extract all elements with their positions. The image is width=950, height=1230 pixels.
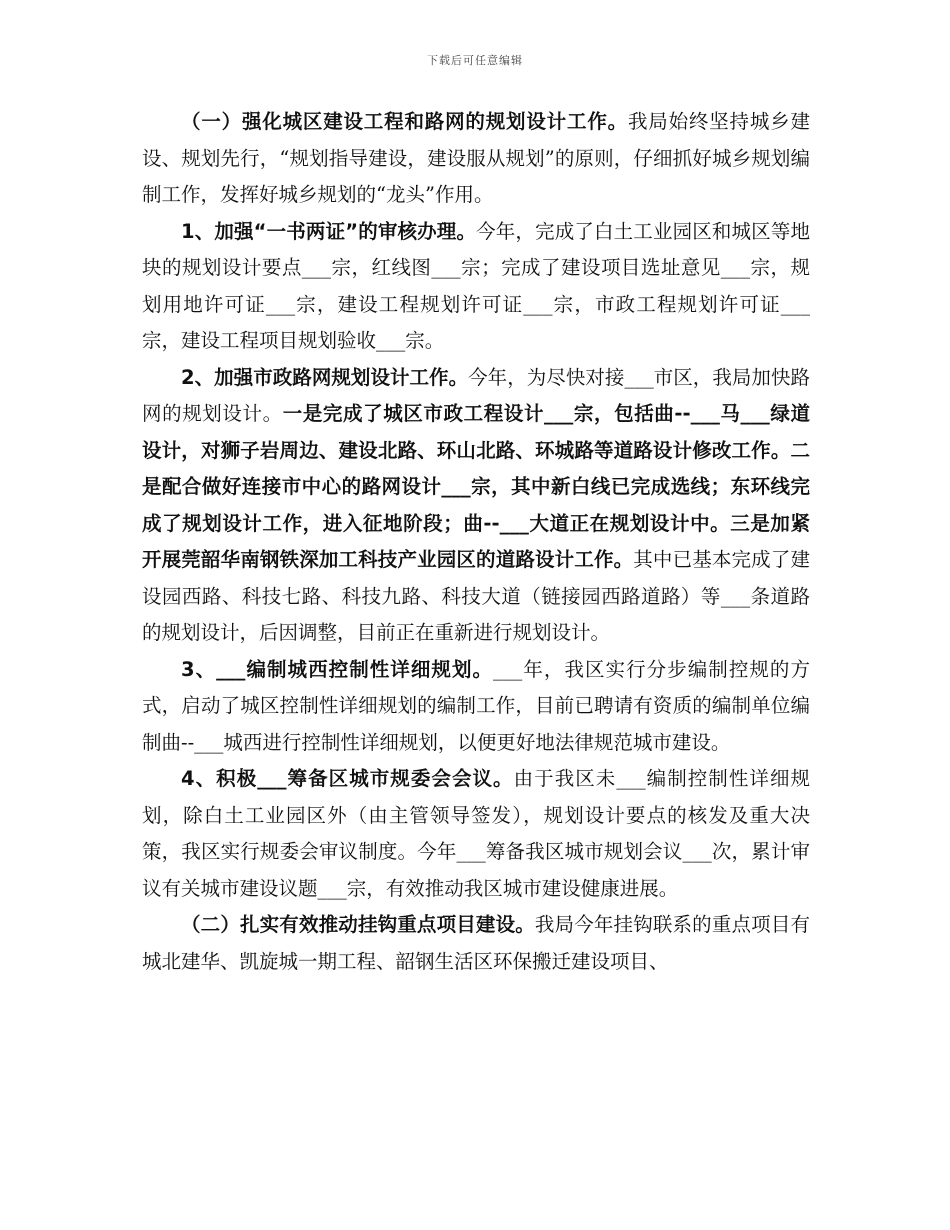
paragraph-section-2: [142, 907, 810, 980]
paragraph-heading: 3、___编制城西控制性详细规划。: [181, 657, 494, 681]
paragraph-text: ___年，我区实行分步编制控规的方式，启动了城区控制性详细规划的编制工作，目前已聘请有资质的编制单位编制曲--___城西进行控制性详细规划，以便更好地法律规范城市建设。: [142, 657, 810, 754]
paragraph-heading: 2、加强市政路网规划设计工作。: [181, 365, 469, 389]
paragraph-text: 我局始终坚持城乡建设、规划先行，“规划指导建设，建设服从规划”的原则，仔细抓好城乡规划编制工作，发挥好城乡规划的“龙头”作用。: [142, 110, 810, 206]
paragraph-heading: 1、加强“一书两证”的审核办理。: [181, 219, 477, 243]
paragraph-heading: （一）强化城区建设工程和路网的规划设计工作。: [181, 110, 628, 133]
paragraph-text: 其中已基本完成了建设园西路、科技七路、科技九路、科技大道（链接园西路道路）等___条道路的规划设计，后因调整，目前正在重新进行规划设计。: [142, 548, 810, 644]
paragraph-text: 由于我区未___编制控制性详细规划，除白土工业园区外（由主管领导签发），规划设计要点的核发及重大决策，我区实行规委会审议制度。今年___筹备我区城市规划会议___次，累计审议有关城市建设议题___宗，有效推动我区城市建设健康进展。: [142, 767, 810, 900]
paragraph-text: 今年，为尽快对接___市区，我局加快路网的规划设计。: [142, 365, 810, 425]
document-body: [142, 104, 810, 980]
paragraph-text: 我局今年挂钩联系的重点项目有城北建华、凯旋城一期工程、韶钢生活区环保搬迁建设项目、: [142, 913, 810, 973]
paragraph-bold-text: 一是完成了城区市政工程设计___宗，包括曲--___马___绿道设计，对狮子岩周边、建设北路、环山北路、环城路等道路设计修改工作。二是配合做好连接市中心的路网设计___宗，其中新白线已完成选线；东环线完成了规划设计工作，进入征地阶段；曲--___大道正在规划设计中。三是加紧开展莞韶华南钢铁深加工科技产业园区的道路设计工作。: [142, 402, 810, 571]
paragraph-item-1: [142, 214, 810, 360]
paragraph-text: 今年，完成了白土工业园区和城区等地块的规划设计要点___宗，红线图___宗；完成了建设项目选址意见___宗，规划用地许可证___宗，建设工程规划许可证___宗，市政工程规划许可证___宗，建设工程项目规划验收___宗。: [142, 219, 810, 352]
page-header: 下载后可任意编辑: [427, 54, 523, 67]
paragraph-section-1: [142, 104, 810, 214]
paragraph-item-3: [142, 652, 810, 762]
paragraph-item-2: [142, 360, 810, 652]
paragraph-item-4: [142, 761, 810, 907]
paragraph-heading: （二）扎实有效推动挂钩重点项目建设。: [181, 913, 535, 936]
paragraph-heading: 4、积极___筹备区城市规委会会议。: [181, 767, 514, 790]
